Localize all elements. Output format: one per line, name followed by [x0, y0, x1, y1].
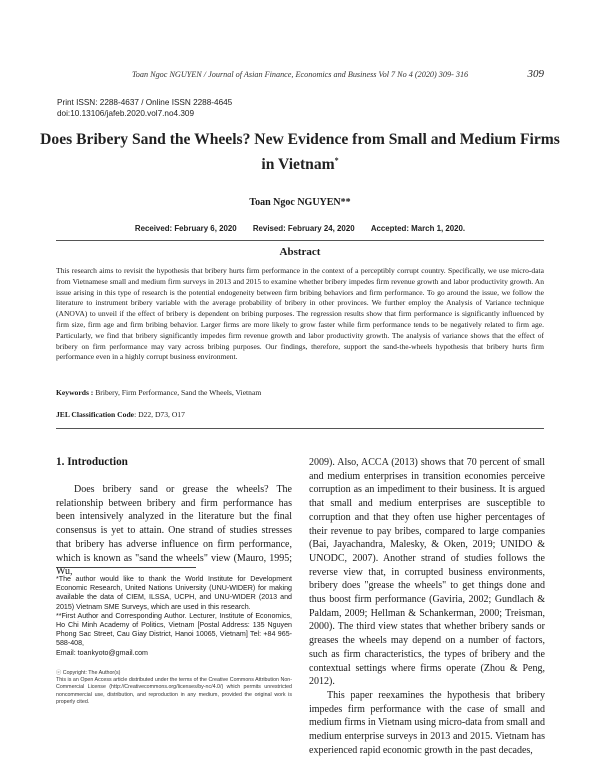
doi-link[interactable]: doi:10.13106/jafeb.2020.vol7.no4.309: [57, 108, 195, 118]
issn-block: [57, 98, 232, 119]
intro-paragraph-right-1: 2009). Also, ACCA (2013) shows that 70 percent of small and medium enterprises in transition economies perceive corruption as an impediment to their business. It is argued that small and medium enterprises are susceptible to corruption and that they often use higher percentages of their revenue to pay bribes, compared to large companies (Bai, Jayachandra, Malesky, & Oken, 2019; UNIDO & UNODC, 2007). Another strand of studies follows the reverse view that, in corrupted business environments, bribery does "grease the wheels" to get things done and thus boost firm performance (Gaviria, 2002; Gundlach & Paldam, 2009; Hellman & Schankerman, 2000; Treisman, 2000). The third view states that whether bribery sands or greases the wheels may depend on a number of factors, such as firm characteristics, the types of bribery and the contextual settings where firms operate (Zhou & Peng, 2012).: [309, 457, 545, 688]
title-footnote-mark: *: [334, 156, 339, 165]
intro-paragraph-right-2: This paper reexamines the hypothesis that bribery impedes firm performance with the case of small and medium firms in Vietnam using micro-data from small and medium enterprise surveys in 2013 and 2015. Vietnam has experienced rapid economic growth in the past decades,: [309, 689, 545, 756]
abstract-heading: Abstract: [279, 246, 321, 258]
journal-line: Toan Ngoc NGUYEN / Journal of Asian Finance, Economics and Business Vol 7 No 4 (2020) 309- 316: [132, 70, 469, 79]
jel-label: JEL Classification Code: [56, 410, 135, 419]
divider-bottom: [56, 428, 544, 429]
footnotes: [56, 575, 292, 658]
issn-line: Print ISSN: 2288-4637 / Online ISSN 2288-4645: [57, 98, 233, 107]
copyright-line: ⓒ Copyright: The Author(s): [56, 670, 121, 676]
received-date: Received: February 6, 2020: [134, 224, 237, 233]
license-text: This is an Open Access article distributed under the terms of the Creative Commons Attribution Non-Commercial License (http://Creativecommons.org/licenses/by-nc/4.0/) which permits unrestricted noncommercial use, distribution, and reproduction in any medium, provided the original work is properly cited.: [56, 677, 292, 705]
footnote-divider: [56, 567, 196, 568]
license-block: [56, 670, 292, 706]
footnote-email[interactable]: Email: toankyoto@gmail.com: [56, 648, 148, 657]
page-number: 309: [527, 68, 544, 80]
section-heading-introduction: 1. Introduction: [56, 456, 128, 468]
intro-paragraph-left: Does bribery sand or grease the wheels? The relationship between bribery and firm performance has been intensively analyzed in the literature but the final consensus is yet to attain. One strand of studies stresses that bribery has adverse influence on firm performance, which is known as "sand the wheels" view (Mauro, 1995; Wu,: [56, 484, 292, 578]
author-name: Toan Ngoc NGUYEN**: [249, 197, 351, 208]
abstract-text: This research aims to revisit the hypothesis that bribery hurts firm performance in the context of a perceptibly corrupt country. Specifically, we use micro-data from Vietnamese small and medium firm surveys in 2013 and 2015 to examine whether bribery impedes firm revenue growth and labor productivity growth. An issue arising in this type of research is the potential endogeneity between firm bribing behaviors and firm performance. To go around the issue, we follow the literature to instrument bribery variable with the average probability of bribery in other provinces. We further employ the Analysis of Variance technique (ANOVA) to unveil if the effect of bribery is dependent on bribing purposes. The regression results show that firm performance is significantly influenced by firm size, firm age and firm bribing behavior. Larger firms are more likely to grow faster while firm performance tends to be negatively related to firm age. Particularly, we find that bribery significantly impedes firm revenue growth and labor productivity growth. The analysis of variance shows that the effect of bribery on firm performance may vary across bribing purposes. Our findings, therefore, support the sand-the-wheels hypothesis that bribery hurts firm performance even in a highly corrupt business environment.: [56, 266, 544, 362]
left-column: [56, 456, 292, 579]
revised-date: Revised: February 24, 2020: [252, 224, 355, 233]
accepted-date: Accepted: March 1, 2020.: [370, 224, 466, 233]
jel-line: [56, 410, 544, 419]
paper-title-text: Does Bribery Sand the Wheels? New Evidence from Small and Medium Firms in Vietnam: [40, 131, 560, 174]
jel-value: : D22, D73, O17: [134, 410, 185, 419]
footnote-acknowledgment: *The author would like to thank the World Institute for Development Economic Research, United Nations University (UNU-WIDER) for making available the data of CIEM, ILSSA, UCPH, and UNU-WIDER (2013 and 2015) Vietnam SME Surveys, which are used in this research.: [56, 575, 292, 611]
divider-top: [56, 240, 544, 241]
right-column: [309, 456, 545, 757]
keywords-label: Keywords :: [56, 388, 94, 397]
keywords-line: [56, 388, 544, 397]
dates-line: [0, 224, 600, 233]
keywords-value: Bribery, Firm Performance, Sand the Wheels, Vietnam: [93, 388, 262, 397]
paper-title: [40, 129, 560, 175]
footnote-author-info: **First Author and Corresponding Author. Lecturer, Institute of Economics, Ho Chi Minh Academy of Politics, Vietnam [Postal Address: 135 Nguyen Phong Sac Street, Cau Giay District, Hanoi 10065, Vietnam] Tel: +84 965-588-408,: [56, 611, 292, 648]
